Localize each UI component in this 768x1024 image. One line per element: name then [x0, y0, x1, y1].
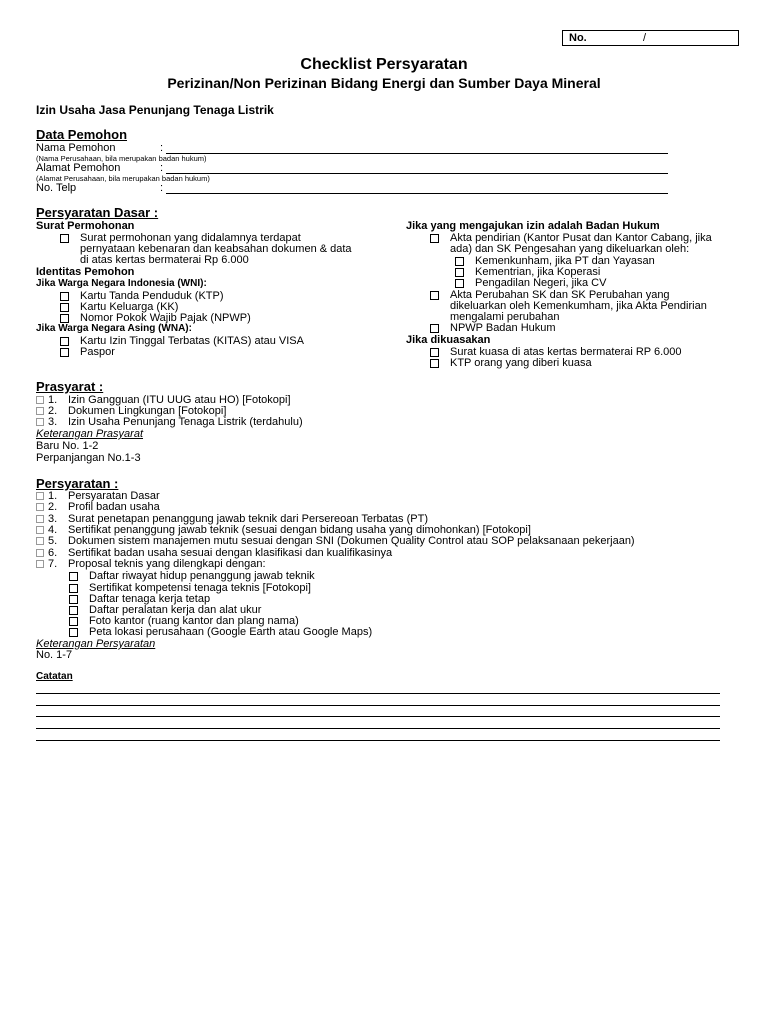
akta-perubahan-line-2: dikeluarkan oleh Kemenkumham, jika Akta Pendirian: [450, 300, 707, 312]
checkbox-icon[interactable]: [36, 560, 44, 568]
telp-label: No. Telp: [36, 182, 77, 194]
nama-pemohon-field[interactable]: [166, 153, 668, 154]
data-pemohon-heading: Data Pemohon: [36, 127, 128, 142]
wni-heading: Jika Warga Negara Indonesia (WNI):: [36, 278, 207, 289]
checkbox-icon[interactable]: [36, 492, 44, 500]
document-number-box: [562, 30, 739, 46]
checkbox-icon[interactable]: [69, 584, 78, 593]
catatan-line[interactable]: [36, 728, 720, 729]
telp-colon: :: [160, 182, 164, 194]
checkbox-icon[interactable]: [60, 314, 69, 323]
checkbox-icon[interactable]: [36, 503, 44, 511]
checkbox-icon[interactable]: [36, 537, 44, 545]
checkbox-icon[interactable]: [69, 572, 78, 581]
page-title: Checklist Persyaratan: [300, 56, 468, 73]
akta-pendirian-line-2: ada) dan SK Pengesahan yang dikeluarkan oleh:: [450, 243, 690, 255]
persyaratan-heading: Persyaratan :: [36, 476, 119, 491]
nama-pemohon-colon: :: [160, 142, 164, 154]
prasyarat-heading: Prasyarat :: [36, 379, 104, 394]
checkbox-icon[interactable]: [60, 348, 69, 357]
nama-pemohon-label: Nama Pemohon: [36, 142, 116, 154]
checkbox-icon[interactable]: [36, 418, 44, 426]
checkbox-icon[interactable]: [430, 359, 439, 368]
keterangan-prasyarat-heading: Keterangan Prasyarat: [36, 428, 144, 440]
permit-type-heading: Izin Usaha Jasa Penunjang Tenaga Listrik: [36, 103, 274, 117]
checkbox-icon[interactable]: [69, 595, 78, 604]
identitas-pemohon-heading: Identitas Pemohon: [36, 266, 135, 278]
nama-pemohon-note: (Nama Perusahaan, bila merupakan badan hukum): [36, 154, 207, 163]
telp-field[interactable]: [166, 193, 668, 194]
alamat-pemohon-field[interactable]: [166, 173, 668, 174]
checkbox-icon[interactable]: [60, 292, 69, 301]
document-number-label: No.: [569, 32, 587, 44]
surat-permohonan-heading: Surat Permohonan: [36, 220, 135, 232]
keterangan-prasyarat-perpanjangan: Perpanjangan No.1-3: [36, 452, 141, 464]
keterangan-persyaratan-value: No. 1-7: [36, 649, 73, 661]
surat-permohonan-line-3: di atas kertas bermaterai Rp 6.000: [80, 254, 249, 266]
checkbox-icon[interactable]: [455, 279, 464, 288]
checkbox-icon[interactable]: [69, 628, 78, 637]
alamat-pemohon-note: (Alamat Perusahaan, bila merupakan badan hukum): [36, 174, 210, 183]
catatan-line[interactable]: [36, 693, 720, 694]
catatan-heading: Catatan: [36, 671, 73, 682]
checkbox-icon[interactable]: [36, 396, 44, 404]
alamat-pemohon-colon: :: [160, 162, 164, 174]
badan-hukum-heading: Jika yang mengajukan izin adalah Badan Hukum: [406, 220, 660, 232]
checkbox-icon[interactable]: [36, 526, 44, 534]
checkbox-icon[interactable]: [36, 515, 44, 523]
checkbox-icon[interactable]: [60, 234, 69, 243]
wna-heading: Jika Warga Negara Asing (WNA):: [36, 323, 192, 334]
checkbox-icon[interactable]: [455, 268, 464, 277]
persyaratan-dasar-heading: Persyaratan Dasar :: [36, 205, 159, 220]
catatan-line[interactable]: [36, 705, 720, 706]
alamat-pemohon-label: Alamat Pemohon: [36, 162, 121, 174]
checkbox-icon[interactable]: [69, 606, 78, 615]
catatan-line[interactable]: [36, 716, 720, 717]
keterangan-prasyarat-baru: Baru No. 1-2: [36, 440, 99, 452]
checkbox-icon[interactable]: [36, 407, 44, 415]
keterangan-persyaratan-heading: Keterangan Persyaratan: [36, 638, 156, 650]
checkbox-icon[interactable]: [455, 257, 464, 266]
checkbox-icon[interactable]: [430, 348, 439, 357]
checkbox-icon[interactable]: [36, 549, 44, 557]
page-subtitle: Perizinan/Non Perizinan Bidang Energi dan Sumber Daya Mineral: [167, 75, 601, 91]
checkbox-icon[interactable]: [430, 291, 439, 300]
surat-permohonan-line-2: pernyataan kebenaran dan keabsahan dokumen & data: [80, 243, 352, 255]
akta-perubahan-line-3: mengalami perubahan: [450, 311, 560, 323]
checkbox-icon[interactable]: [60, 303, 69, 312]
checkbox-icon[interactable]: [69, 617, 78, 626]
checkbox-icon[interactable]: [60, 337, 69, 346]
checkbox-icon[interactable]: [430, 324, 439, 333]
dikuasakan-heading: Jika dikuasakan: [406, 334, 491, 346]
checkbox-icon[interactable]: [430, 234, 439, 243]
catatan-line[interactable]: [36, 740, 720, 741]
document-number-slash: /: [643, 32, 647, 44]
